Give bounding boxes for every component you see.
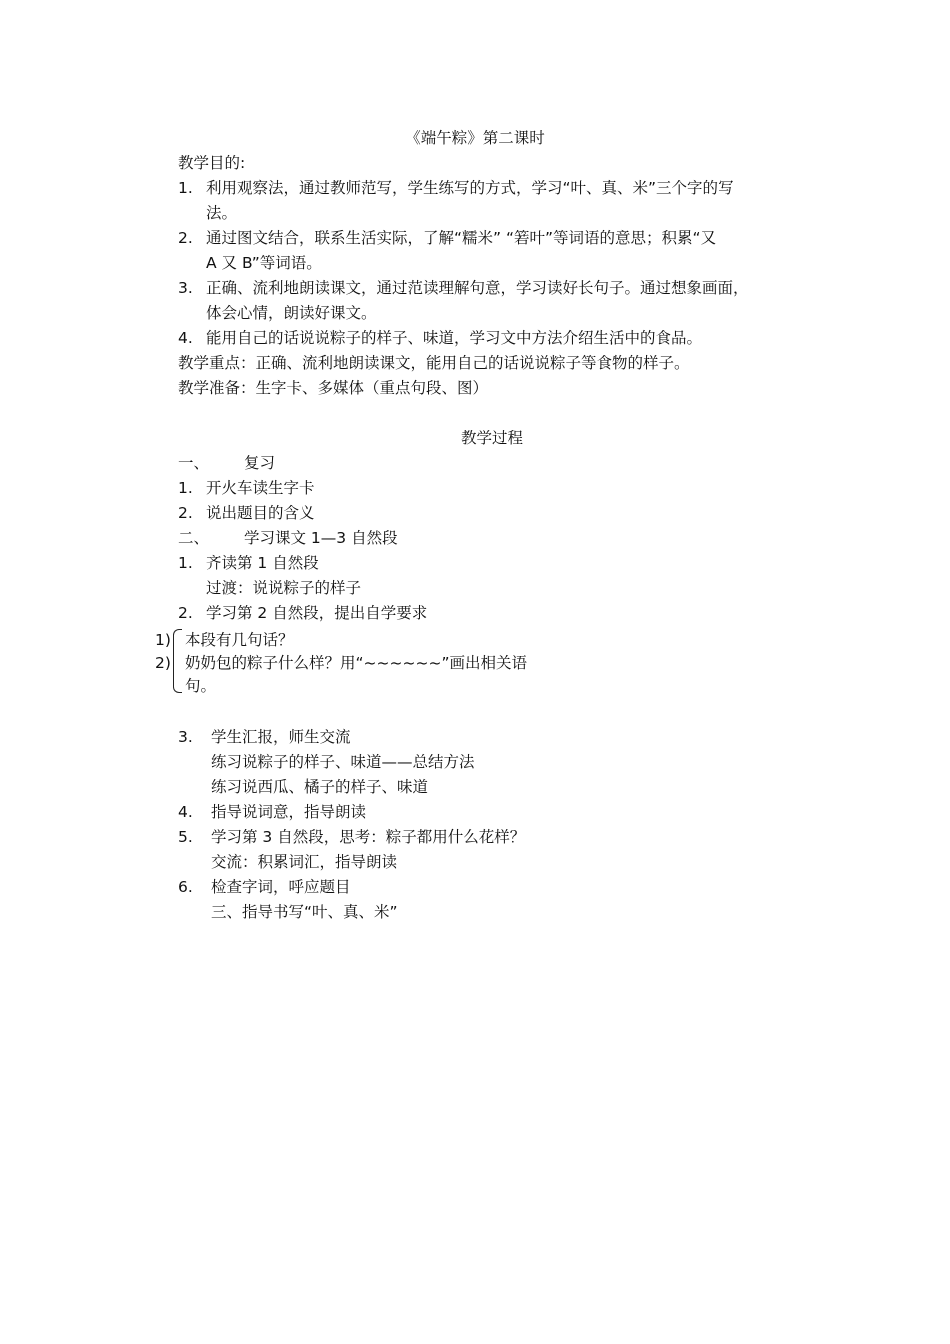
- part1-item2-number: 2.: [178, 504, 193, 522]
- objective-1-line1: 利用观察法，通过教师范写，学生练写的方式，学习“叶、真、米”三个字的写: [206, 179, 734, 197]
- part2-label: 学习课文 1—3 自然段: [244, 529, 398, 547]
- objective-3-number: 3.: [178, 279, 193, 297]
- question-2-number: 2): [155, 654, 171, 672]
- part1-item1-number: 1.: [178, 479, 193, 497]
- step-4-text: 指导说词意，指导朗读: [211, 803, 367, 821]
- step-5-number: 5.: [178, 828, 193, 846]
- document-title: 《端午粽》第二课时: [405, 129, 545, 147]
- part1-item2-text: 说出题目的含义: [206, 504, 315, 522]
- part2-item2-number: 2.: [178, 604, 193, 622]
- part2-item2-text: 学习第 2 自然段，提出自学要求: [206, 604, 428, 622]
- question-bracket: [173, 629, 182, 693]
- objective-4-line1: 能用自己的话说说粽子的样子、味道，学习文中方法介绍生活中的食品。: [206, 329, 703, 347]
- step-3-text: 学生汇报，师生交流: [211, 728, 351, 746]
- step-6-number: 6.: [178, 878, 193, 896]
- part2-number: 二、: [178, 529, 210, 547]
- part1-label: 复习: [244, 454, 276, 472]
- objective-2-line1: 通过图文结合，联系生活实际，了解“糯米” “箬叶”等词语的意思；积累“又: [206, 229, 717, 247]
- objective-1-line2: 法。: [206, 204, 238, 222]
- objective-3-line1: 正确、流利地朗读课文，通过范读理解句意，学习读好长句子。通过想象画面，: [206, 279, 749, 297]
- part1-number: 一、: [178, 454, 210, 472]
- step-5-sub: 交流：积累词汇，指导朗读: [211, 853, 398, 871]
- transition-text: 过渡：说说粽子的样子: [206, 579, 362, 597]
- step-5-text: 学习第 3 自然段，思考：粽子都用什么花样？: [211, 828, 526, 846]
- objective-1-number: 1.: [178, 179, 193, 197]
- question-2-continuation: 句。: [185, 677, 217, 695]
- objective-2-line2: A 又 B”等词语。: [206, 254, 322, 272]
- question-2-text: 奶奶包的粽子什么样？用“~~~~~~”画出相关语: [185, 654, 527, 672]
- part1-item1-text: 开火车读生字卡: [206, 479, 315, 497]
- step-6-text: 检查字词，呼应题目: [211, 878, 351, 896]
- objectives-label: 教学目的:: [178, 154, 246, 172]
- step-3-sub1: 练习说粽子的样子、味道——总结方法: [211, 753, 475, 771]
- key-point: 教学重点：正确、流利地朗读课文，能用自己的话说说粽子等食物的样子。: [178, 354, 690, 372]
- part2-item1-text: 齐读第 1 自然段: [206, 554, 319, 572]
- part2-item1-number: 1.: [178, 554, 193, 572]
- preparation: 教学准备：生字卡、多媒体（重点句段、图）: [178, 379, 489, 397]
- step-3-sub2: 练习说西瓜、橘子的样子、味道: [211, 778, 429, 796]
- step-4-number: 4.: [178, 803, 193, 821]
- objective-3-line2: 体会心情，朗读好课文。: [206, 304, 377, 322]
- question-1-number: 1): [155, 631, 171, 649]
- part3-writing: 三、指导书写“叶、真、米”: [211, 903, 398, 921]
- process-title: 教学过程: [460, 429, 523, 447]
- question-1-text: 本段有几句话？: [185, 631, 294, 649]
- objective-2-number: 2.: [178, 229, 193, 247]
- step-3-number: 3.: [178, 728, 193, 746]
- objective-4-number: 4.: [178, 329, 193, 347]
